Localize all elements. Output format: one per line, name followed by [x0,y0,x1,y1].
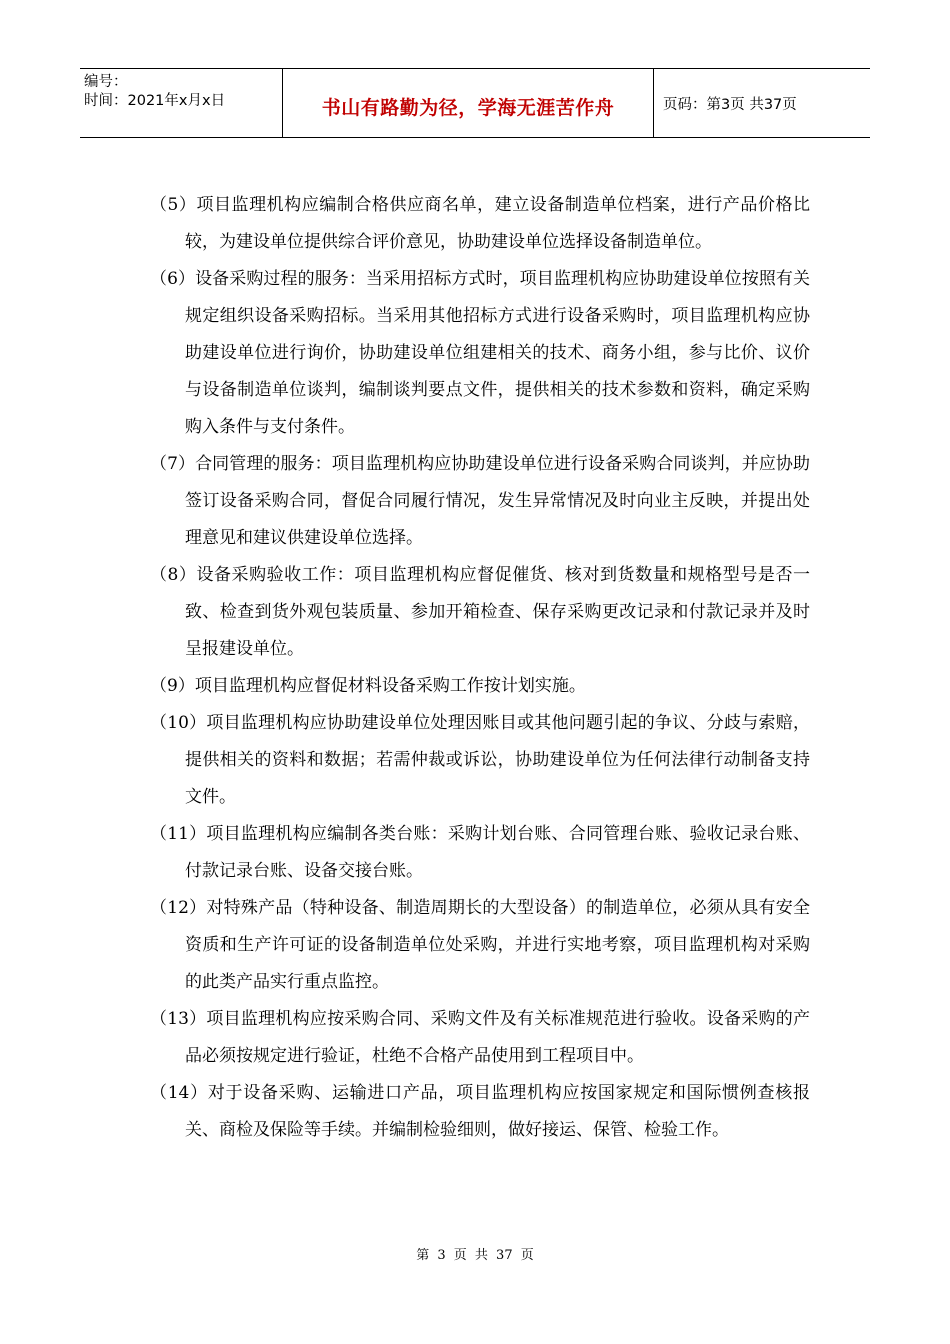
page-footer: 第 3 页 共 37 页 [416,1248,534,1263]
paragraph-item: （10）项目监理机构应协助建设单位处理因账目或其他问题引起的争议、分歧与索赔，提供相关的资料和数据；若需仲裁或诉讼，协助建设单位为任何法律行动制备支持文件。 [150,713,810,807]
header-meta [80,69,283,137]
paragraph-item: （14）对于设备采购、运输进口产品，项目监理机构应按国家规定和国际惯例查核报关、商检及保险等手续。并编制检验细则，做好接运、保管、检验工作。 [150,1083,810,1140]
page-header [80,68,870,138]
paragraph-item: （13）项目监理机构应按采购合同、采购文件及有关标准规范进行验收。设备采购的产品必须按规定进行验证，杜绝不合格产品使用到工程项目中。 [150,1009,810,1066]
paragraph-item: （7）合同管理的服务：项目监理机构应协助建设单位进行设备采购合同谈判，并应协助签订设备采购合同，督促合同履行情况，发生异常情况及时向业主反映，并提出处理意见和建议供建设单位选择。 [150,454,810,548]
header-page-code: 页码：第3页 共37页 [663,96,797,113]
paragraph-item: （12）对特殊产品（特种设备、制造周期长的大型设备）的制造单位，必须从具有安全资质和生产许可证的设备制造单位处采购，并进行实地考察，项目监理机构对采购的此类产品实行重点监控。 [150,898,810,992]
paragraph-item: （11）项目监理机构应编制各类台账：采购计划台账、合同管理台账、验收记录台账、付款记录台账、设备交接台账。 [150,824,810,881]
document-body [150,187,810,1149]
paragraph-item: （9）项目监理机构应督促材料设备采购工作按计划实施。 [150,676,586,696]
paragraph-item: （6）设备采购过程的服务：当采用招标方式时，项目监理机构应协助建设单位按照有关规定组织设备采购招标。当采用其他招标方式进行设备采购时，项目监理机构应协助建设单位进行询价，协助建设单位组建相关的技术、商务小组，参与比价、议价与设备制造单位谈判，编制谈判要点文件，提供相关的技术参数和资料，确定采购购入条件与支付条件。 [150,269,810,437]
document-number-label: 编号： [84,74,128,90]
paragraph-item: （8）设备采购验收工作：项目监理机构应督促催货、核对到货数量和规格型号是否一致、检查到货外观包装质量、参加开箱检查、保存采购更改记录和付款记录并及时呈报建设单位。 [150,565,810,659]
document-time-label: 时间：2021年x月x日 [84,93,226,109]
paragraph-item: （5）项目监理机构应编制合格供应商名单，建立设备制造单位档案，进行产品价格比较，为建设单位提供综合评价意见，协助建设单位选择设备制造单位。 [150,195,810,252]
header-motto: 书山有路勤为径，学海无涯苦作舟 [283,69,654,137]
